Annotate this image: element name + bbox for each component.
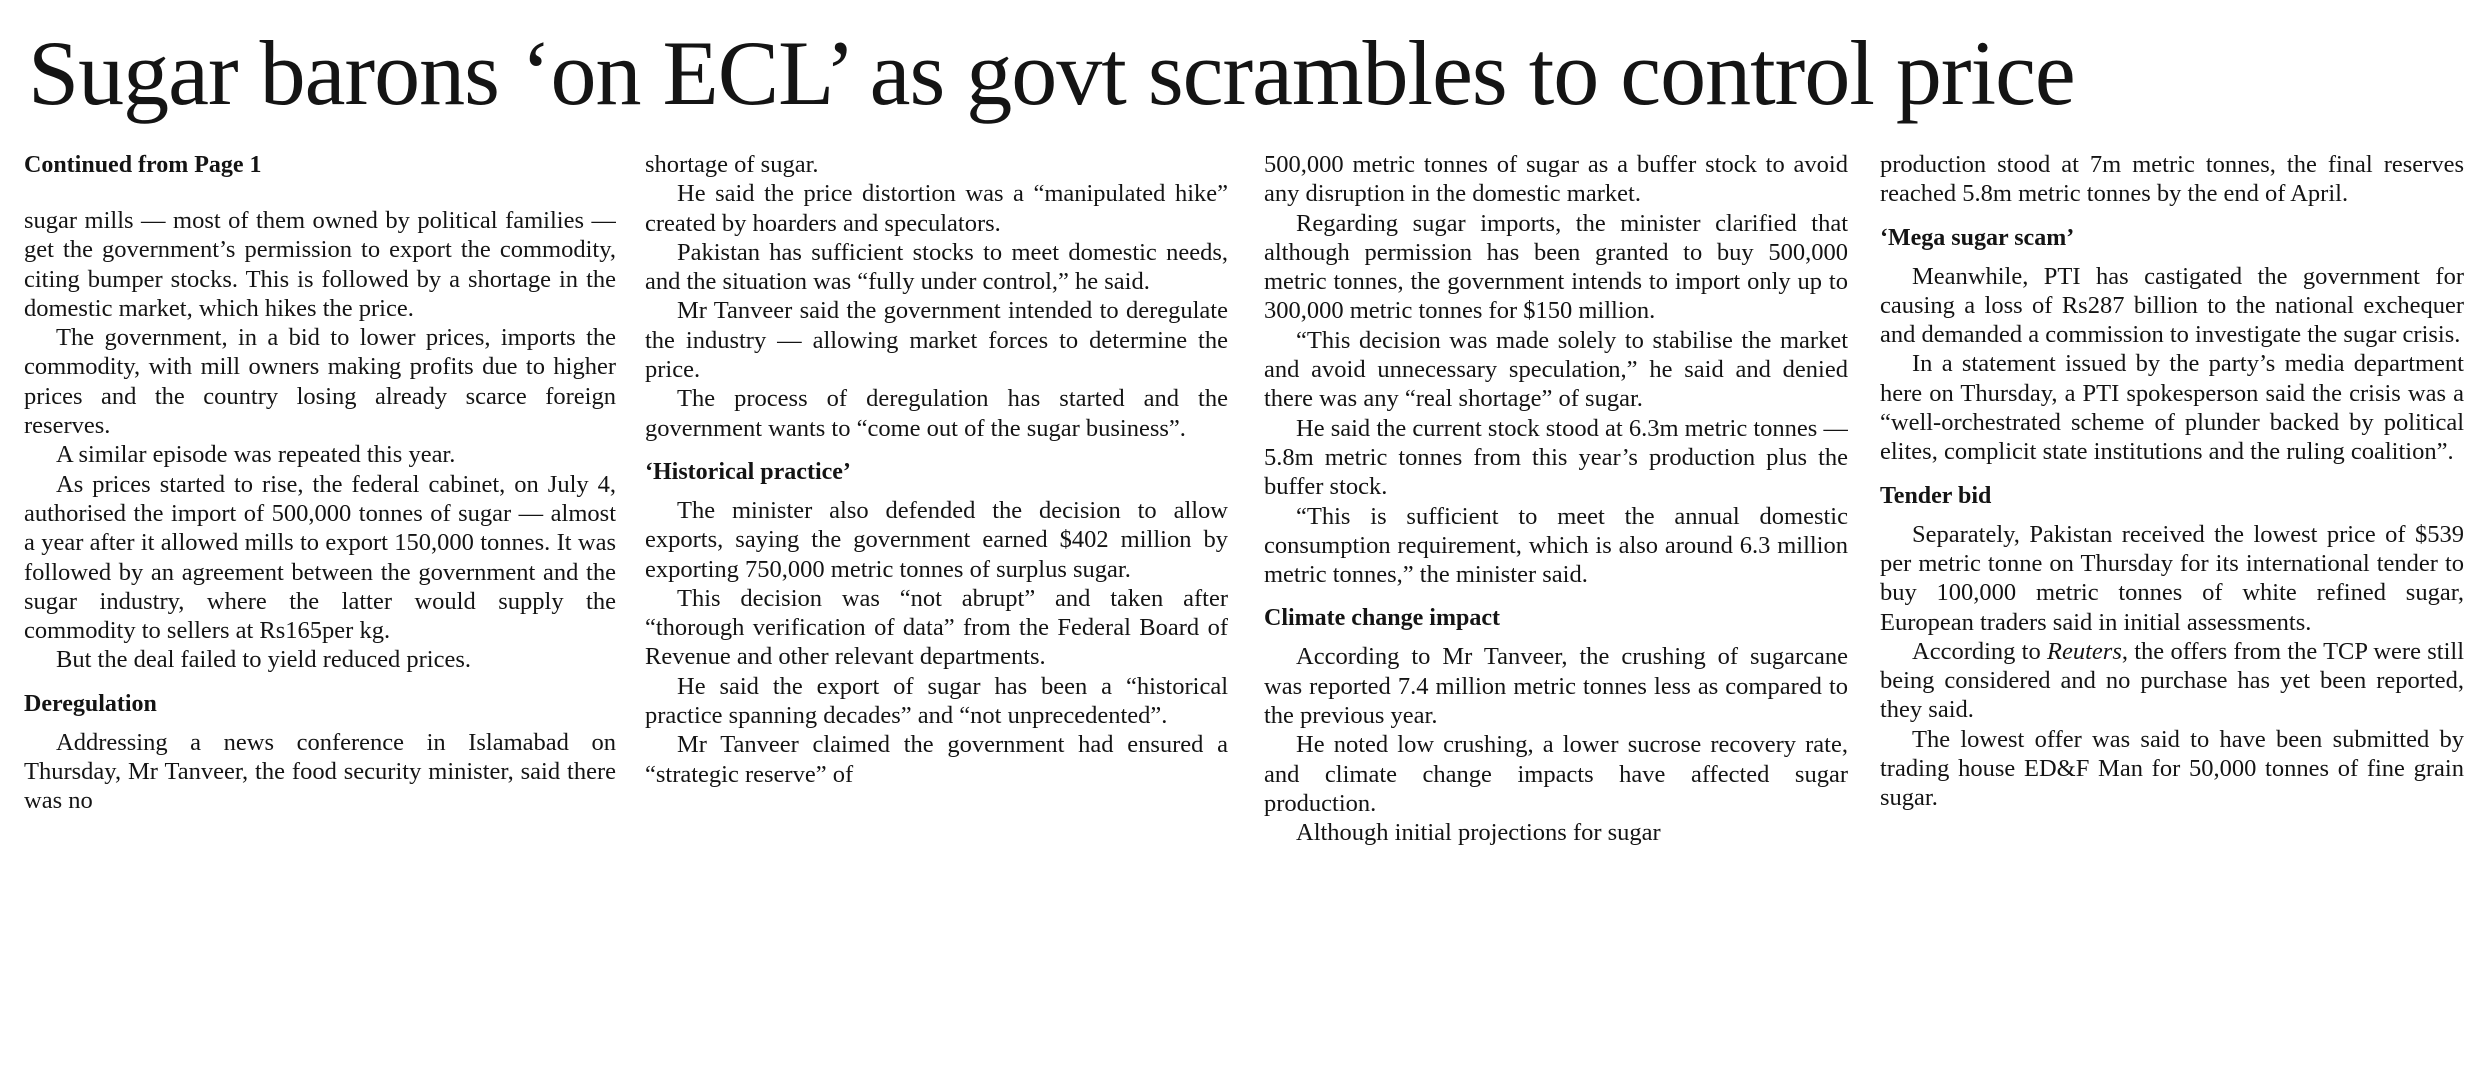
paragraph: The government, in a bid to lower prices, imports the commodity, with mill owners making profits due to higher prices and the country losing already scarce foreign reserves. [24, 324, 616, 440]
subheading-tender-bid: Tender bid [1880, 482, 1992, 509]
paragraph: Mr Tanveer claimed the government had ensured a “strategic reserve” of [645, 731, 1228, 788]
continued-label: Continued from Page 1 [24, 152, 262, 178]
paragraph: 500,000 metric tonnes of sugar as a buffer stock to avoid any disruption in the domestic market. [1264, 151, 1848, 208]
subheading-mega-sugar-scam: ‘Mega sugar scam’ [1880, 224, 2075, 251]
paragraph: Separately, Pakistan received the lowest price of $539 per metric tonne on Thursday for its international tender to buy 100,000 metric tonnes of white refined sugar, European traders said in initial assessments. [1880, 520, 2464, 636]
article-column-2 [645, 150, 1228, 1065]
paragraph: He said the current stock stood at 6.3m metric tonnes — 5.8m metric tonnes from this year’s production plus the buffer stock. [1264, 414, 1848, 501]
paragraph: As prices started to rise, the federal cabinet, on July 4, authorised the import of 500,000 tonnes of sugar — almost a year after it allowed mills to export 150,000 tonnes. It was followed by an agreement between the government and the sugar industry, where the latter would supply the commodity to sellers at Rs165per kg. [24, 470, 616, 645]
paragraph: This decision was “not abrupt” and taken after “thorough verification of data” from the Federal Board of Revenue and other relevant departments. [645, 584, 1228, 671]
paragraph: Meanwhile, PTI has castigated the government for causing a loss of Rs287 billion to the national exchequer and demanded a commission to investigate the sugar crisis. [1880, 262, 2464, 349]
publication-name: Reuters [2047, 637, 2122, 665]
paragraph: According to Mr Tanveer, the crushing of sugarcane was reported 7.4 million metric tonnes less as compared to the previous year. [1264, 643, 1848, 730]
paragraph: The lowest offer was said to have been submitted by trading house ED&F Man for 50,000 tonnes of fine grain sugar. [1880, 725, 2464, 812]
paragraph: But the deal failed to yield reduced prices. [56, 646, 471, 674]
article-column-4 [1880, 150, 2464, 1065]
subheading-deregulation: Deregulation [24, 690, 157, 717]
paragraph: He said the export of sugar has been a “historical practice spanning decades” and “not unprecedented”. [645, 672, 1228, 730]
paragraph: He noted low crushing, a lower sucrose recovery rate, and climate change impacts have affected sugar production. [1264, 731, 1848, 817]
subheading-historical-practice: ‘Historical practice’ [645, 458, 851, 485]
paragraph: Pakistan has sufficient stocks to meet domestic needs, and the situation was “fully under control,” he said. [645, 238, 1228, 296]
paragraph: sugar mills — most of them owned by political families — get the government’s permission to export the commodity, citing bumper stocks. This is followed by a shortage in the domestic market, which hikes the price. [24, 207, 616, 322]
subheading-climate-change-impact: Climate change impact [1264, 605, 1500, 632]
paragraph: Regarding sugar imports, the minister clarified that although permission has been granted to buy 500,000 metric tonnes, the government intends to import only up to 300,000 metric tonnes for $150 million. [1264, 209, 1848, 325]
paragraph: Mr Tanveer said the government intended to deregulate the industry — allowing market forces to determine the price. [645, 297, 1228, 384]
paragraph [1880, 637, 2464, 725]
paragraph: Addressing a news conference in Islamabad on Thursday, Mr Tanveer, the food security minister, said there was no [24, 728, 616, 815]
paragraph: He said the price distortion was a “manipulated hike” created by hoarders and speculators. [645, 180, 1228, 237]
paragraph: In a statement issued by the party’s media department here on Thursday, a PTI spokesperson said the crisis was a “well-orchestrated scheme of plunder backed by political elites, complicit state institutions and the ruling coalition”. [1880, 350, 2464, 466]
text-run: , the offers from the TCP were still being considered and no purchase has yet been reported, they said. [1880, 637, 2464, 724]
text-run: According to [1912, 637, 2048, 665]
paragraph: production stood at 7m metric tonnes, the final reserves reached 5.8m metric tonnes by the end of April. [1880, 151, 2464, 208]
paragraph: The process of deregulation has started and the government wants to “come out of the sugar business”. [645, 385, 1228, 442]
paragraph: shortage of sugar. [645, 151, 819, 178]
article-column-3 [1264, 150, 1848, 1065]
paragraph: “This is sufficient to meet the annual domestic consumption requirement, which is also around 6.3 million metric tonnes,” the minister said. [1264, 502, 1848, 589]
article-column-1 [24, 150, 616, 1065]
paragraph: The minister also defended the decision to allow exports, saying the government earned $402 million by exporting 750,000 metric tonnes of surplus sugar. [645, 496, 1228, 583]
paragraph: Although initial projections for sugar [1296, 819, 1661, 847]
headline: Sugar barons ‘on ECL’ as govt scrambles to control price [28, 22, 2075, 124]
paragraph: A similar episode was repeated this year. [56, 441, 456, 469]
paragraph: “This decision was made solely to stabilise the market and avoid unnecessary speculation,” he said and denied there was any “real shortage” of sugar. [1264, 326, 1848, 413]
